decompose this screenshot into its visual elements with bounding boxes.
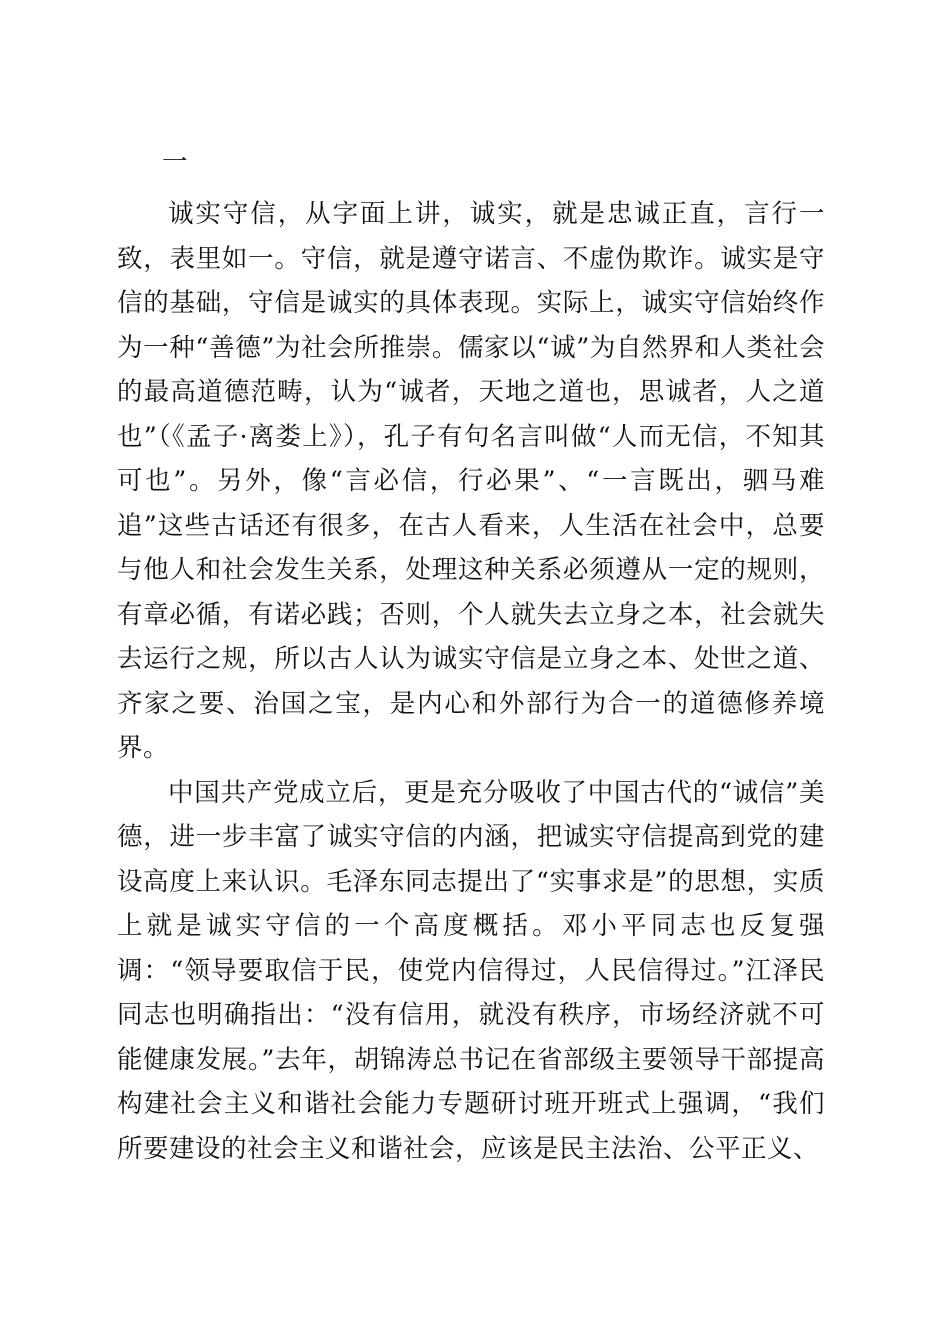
paragraph-integrity-definition: 诚实守信，从字面上讲，诚实，就是忠诚正直，言行一致，表里如一。守信，就是遵守诺言、不虚伪欺诈。诚实是守信的基础，守信是诚实的具体表现。实际上，诚实守信始终作为一种“善德”为社会所推崇。儒家以“诚”为自然界和人类社会的最高道德范畴，认为“诚者，天地之道也，思诚者，人之道也”（《孟子·离娄上》），孔子有句名言叫做“人而无信，不知其可也”。另外，像“言必信，行必果”、“一言既出，驷马难追”这些古话还有很多，在古人看来，人生活在社会中，总要与他人和社会发生关系，处理这种关系必须遵从一定的规则，有章必循，有诺必践；否则，个人就失去立身之本，社会就失去运行之规，所以古人认为诚实守信是立身之本、处世之道、齐家之要、治国之宝，是内心和外部行为合一的道德修养境界。 xyxy=(117,199,825,763)
paragraph-party-integrity: 中国共产党成立后，更是充分吸收了中国古代的“诚信”美德，进一步丰富了诚实守信的内涵，把诚实守信提高到党的建设高度上来认识。毛泽东同志提出了“实事求是”的思想，实质上就是诚实守信的一个高度概括。邓小平同志也反复强调：“领导要取信于民，使党内信得过，人民信得过。”江泽民同志也明确指出：“没有信用，就没有秩序，市场经济就不可能健康发展。”去年，胡锦涛总书记在省部级主要领导干部提高构建社会主义和谐社会能力专题研讨班开班式上强调，“我们所要建设的社会主义和谐社会，应该是民主法治、公平正义、 xyxy=(117,777,825,1164)
section-marker: 一 xyxy=(162,147,189,177)
document-page xyxy=(117,140,825,1171)
